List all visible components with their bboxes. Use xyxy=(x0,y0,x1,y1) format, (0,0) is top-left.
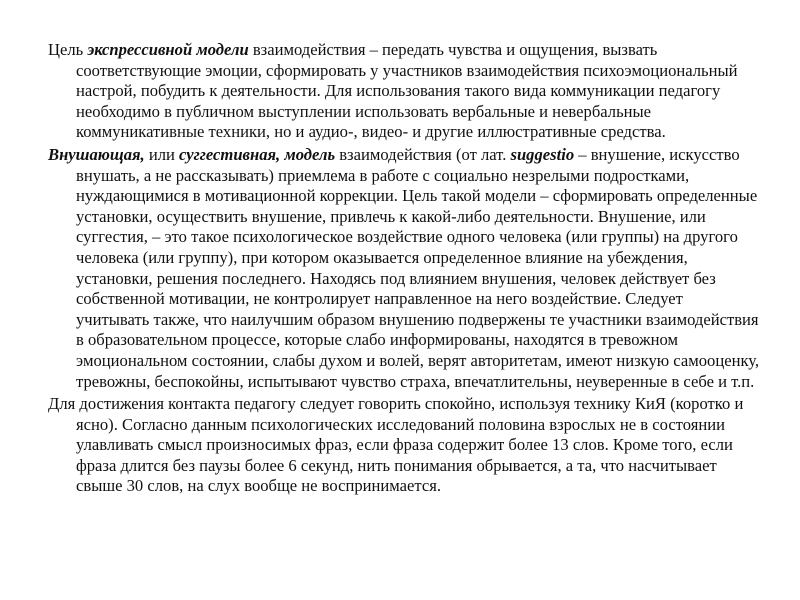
text-segment: Для достижения контакта педагогу следует говорить спокойно, используя технику КиЯ (коротко и ясно). Согласно данным психологических исследований половина взрослых не в состоянии улавливать смысл произносимых фраз, если фраза содержит более 13 слов. Кроме того, если фраза длится без паузы более 6 секунд, нить понимания обрывается, а та, что насчитывает свыше 30 слов, на слух вообще не воспринимается. xyxy=(48,394,744,496)
text-segment: Цель xyxy=(48,40,88,59)
text-segment: или xyxy=(144,144,180,164)
paragraph-suggestive-model xyxy=(48,145,760,392)
text-segment: – внушение, искусство внушать, а не рассказывать) приемлема в работе с социально незрелыми подростками, нуждающимися в мотивационной коррекции. Цель такой модели – сформировать определенные установки, осуществить внушение, привлечь к какой-либо деятельности. Внушение, или суггестия, – это такое психологическое воздействие одного человека (или группы) на другого человека (или группу), при котором оказывается определенное влияние на убеждения, установки, решения последнего. Находясь под влиянием внушения, человек действует без собственной мотивации, не контролирует направленное на него воздействие. Следует учитывать также, что наилучшим образом внушению подвержены те участники взаимодействия в образовательном процессе, которые слабо информированы, находятся в тревожном эмоциональном состоянии, слабы духом и волей, верят авторитетам, имеют низкую самооценку, тревожны, беспокойны, испытывают чувство страха, впечатлительны, неуверенные в себе и т.п. xyxy=(76,144,760,391)
text-segment: взаимодействия – передать чувства и ощущения, вызвать соответствующие эмоции, сформировать у участников взаимодействия психоэмоциональный настрой, побудить к деятельности. Для использования такого вида коммуникации педагогу необходимо в публичном выступлении использовать вербальные и невербальные коммуникативные техники, но и аудио-, видео- и другие иллюстративные средства. xyxy=(76,40,738,142)
paragraph-expressive-model xyxy=(48,40,760,143)
term-inspiring: Внушающая, xyxy=(48,144,145,164)
term-expressive-model: экспрессивной модели xyxy=(87,40,249,59)
paragraph-contact-technique xyxy=(48,394,760,497)
text-segment: взаимодействия (от лат. xyxy=(335,144,511,164)
term-suggestio: suggestio xyxy=(510,144,575,164)
term-suggestive-model: суггестивная, модель xyxy=(179,144,336,164)
text-block xyxy=(48,40,760,499)
